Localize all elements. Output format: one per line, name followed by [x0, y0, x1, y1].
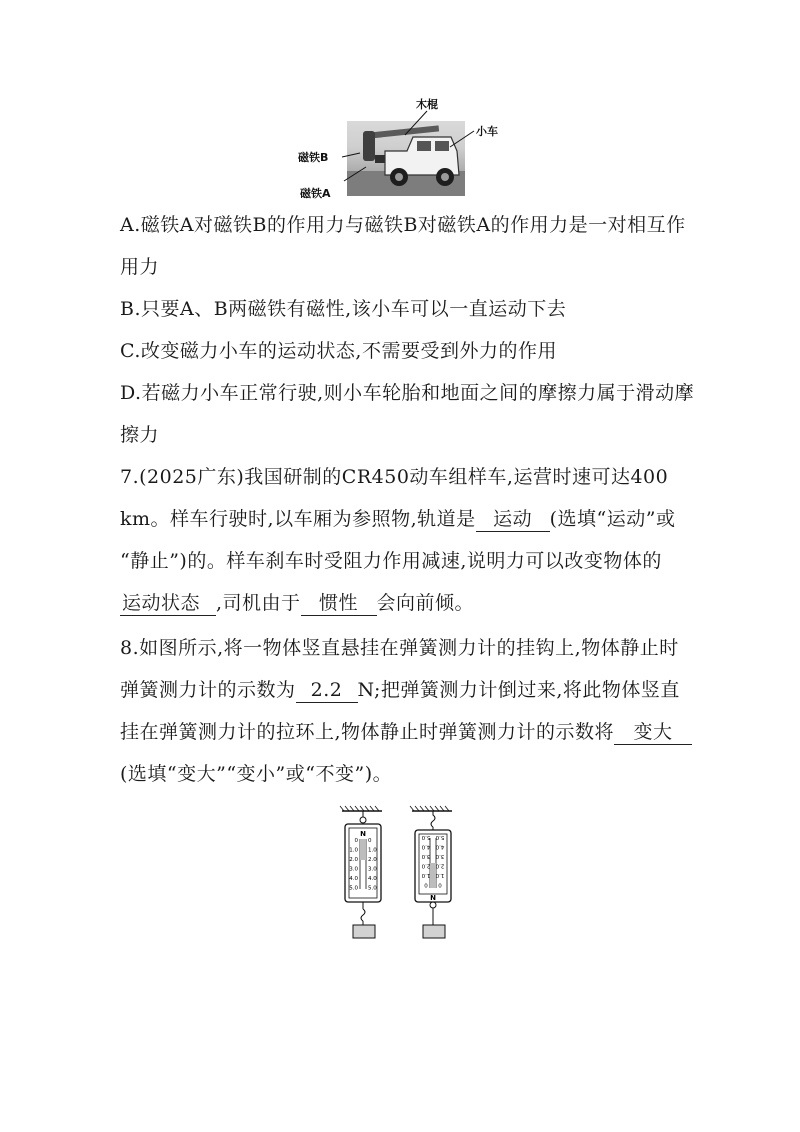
q8-line1: 8.如图所示,将一物体竖直悬挂在弹簧测力计的挂钩上,物体静止时	[120, 637, 679, 659]
option-a-line2: 用力	[120, 256, 160, 278]
unit-label-left: N	[360, 830, 366, 838]
tick-label-left: 0	[368, 838, 372, 844]
weight-left	[353, 925, 375, 938]
unit-label-right: N	[430, 894, 436, 902]
spring-scale-normal	[345, 811, 381, 938]
tick-label-left: 3.0	[349, 866, 358, 873]
option-d-line1: D.若磁力小车正常行驶,则小车轮胎和地面之间的摩擦力属于滑动摩	[120, 382, 695, 404]
photo-leader-lines	[300, 95, 510, 205]
tick-label-left: 1.0	[368, 847, 377, 854]
q7-answer-3: 惯性	[301, 591, 377, 616]
q8-line2: 弹簧测力计的示数为 2.2 N;把弹簧测力计倒过来,将此物体竖直	[120, 679, 680, 701]
tick-label-right: 2.0	[421, 862, 431, 869]
tick-label-left: 4.0	[349, 876, 358, 882]
tick-label-right: 1.0	[421, 872, 431, 878]
tick-label-right: 2.0	[435, 862, 445, 869]
q7-line3: “静止”)的。样车刹车时受阻力作用减速,说明力可以改变物体的	[120, 550, 662, 572]
label-magnet-b: 磁铁B	[298, 151, 329, 164]
tick-label-left: 5.0	[349, 885, 358, 892]
option-c: C.改变磁力小车的运动状态,不需要受到外力的作用	[120, 340, 557, 362]
tick-label-left: 3.0	[368, 866, 377, 873]
q7-answer-1: 运动	[476, 507, 550, 532]
label-magnet-a: 磁铁A	[300, 187, 331, 200]
tick-label-right: 5.0	[435, 834, 445, 840]
q7-line1: 7.(2025广东)我国研制的CR450动车组样车,运营时速可达400	[120, 466, 669, 488]
spring-scale-inverted	[415, 811, 451, 938]
option-d-line2: 擦力	[120, 424, 160, 446]
hook-right	[431, 811, 435, 827]
tick-label-left: 5.0	[368, 885, 377, 892]
q7-line2: km。样车行驶时,以车厢为参照物,轨道是 运动 (选填“运动”或	[120, 508, 676, 530]
q7-answer-2: 运动状态	[120, 591, 216, 616]
ceiling-left	[340, 806, 382, 811]
q8-line4: (选填“变大”“变小”或“不变”)。	[120, 763, 393, 785]
tick-label-right: 0	[438, 881, 442, 888]
q8-line3: 挂在弹簧测力计的拉环上,物体静止时弹簧测力计的示数将 变大	[120, 720, 692, 745]
tick-label-right: 4.0	[421, 843, 431, 850]
spring-scale-figure	[330, 805, 470, 950]
label-car: 小车	[476, 125, 498, 138]
label-stick: 木棍	[416, 98, 438, 111]
tick-label-left: 0	[354, 838, 358, 844]
option-b: B.只要A、B两磁铁有磁性,该小车可以一直运动下去	[120, 298, 567, 320]
tick-label-left: 2.0	[349, 857, 358, 863]
weight-right	[423, 925, 445, 938]
option-a-line1: A.磁铁A对磁铁B的作用力与磁铁B对磁铁A的作用力是一对相互作	[120, 214, 686, 236]
tick-label-right: 3.0	[421, 853, 431, 859]
tick-label-right: 1.0	[435, 872, 445, 878]
tick-label-right: 4.0	[435, 843, 445, 850]
tick-label-left: 1.0	[349, 847, 358, 854]
tick-label-right: 5.0	[421, 834, 431, 840]
q8-answer-2: 变大	[614, 720, 692, 745]
q7-line4: 运动状态 ,司机由于 惯性 会向前倾。	[122, 592, 475, 614]
q8-answer-1: 2.2	[296, 678, 358, 703]
tick-label-right: 0	[424, 881, 428, 888]
hook-left	[361, 909, 365, 921]
spring-indicator-left	[360, 839, 366, 860]
ceiling-right	[410, 806, 452, 811]
tick-label-left: 2.0	[368, 857, 377, 863]
tick-label-right: 3.0	[435, 853, 445, 859]
tick-label-left: 4.0	[368, 876, 377, 882]
